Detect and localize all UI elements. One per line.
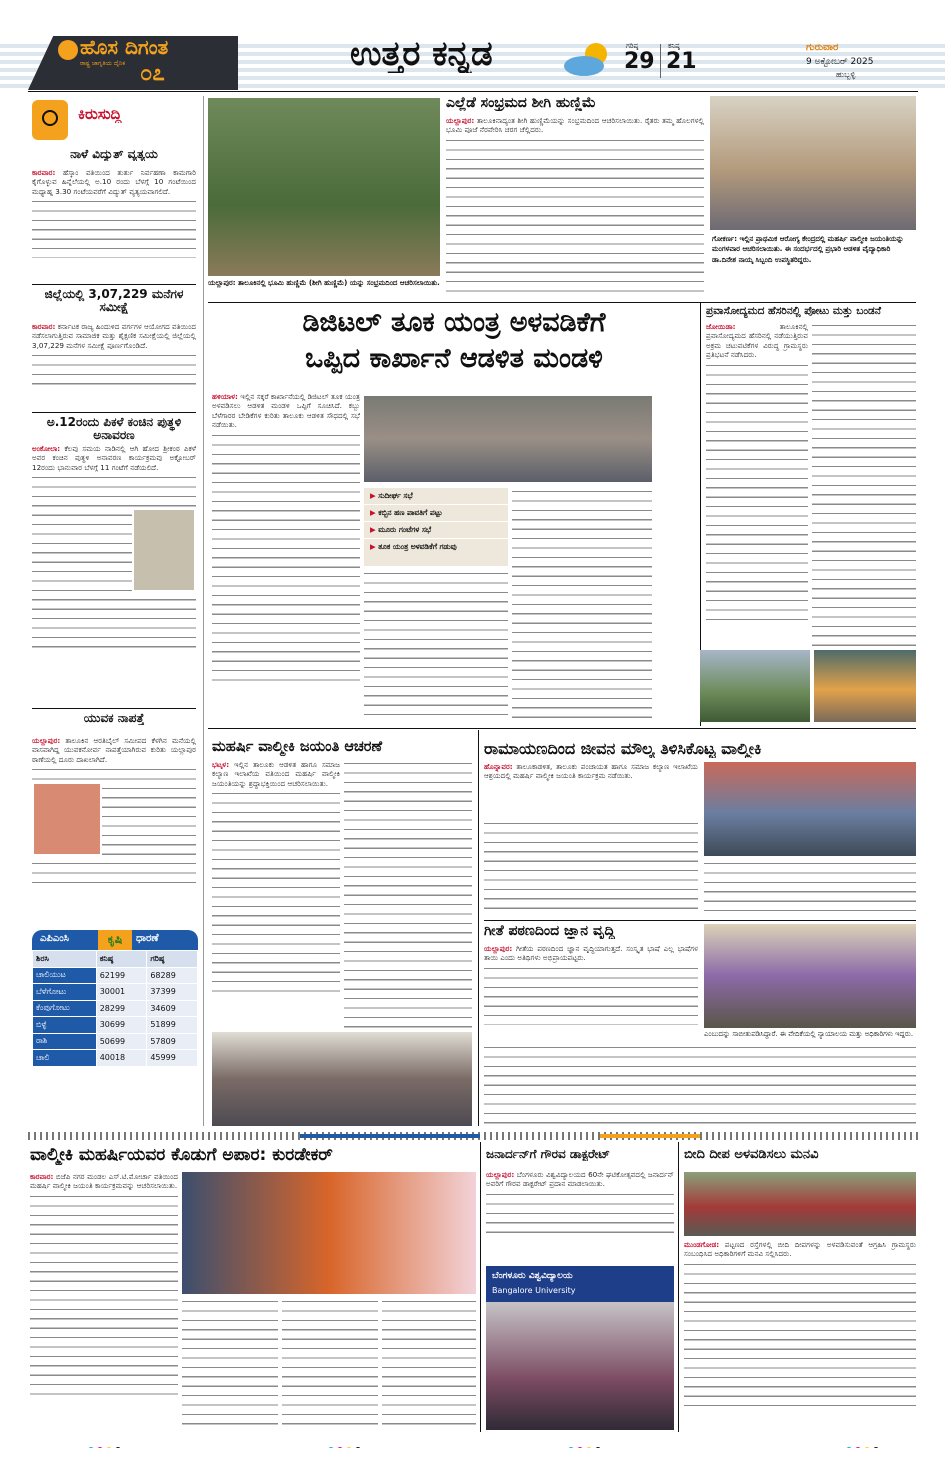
story7-col3: [282, 1298, 378, 1428]
day-label: ಗುರುವಾರ: [806, 42, 839, 53]
brief4-photo: [32, 782, 102, 856]
story9-text: ಪಟ್ಟಣದ ರಸ್ತೆಗಳಲ್ಲಿ ಬೀದಿ ದೀಪಗಳನ್ನು ಅಳವಡಿಸುವಂತೆ ಆಗ್ರಹಿಸಿ ಗ್ರಾಮಸ್ಥರು ಸಂಬಂಧಿಸಿದ ಅಧಿಕಾರಿಗಳಿಗೆ ಮನವಿ ಸಲ್ಲಿಸಿದರು.: [684, 1240, 916, 1259]
story6-body: [484, 944, 698, 1040]
kirusuddi-label: ಕಿರುಸುದ್ದಿ: [78, 106, 122, 123]
apmc-cell: 57809: [147, 1033, 198, 1050]
story5-filler-b: [704, 860, 916, 916]
story3-col2: [812, 322, 916, 646]
story1-photo: [208, 98, 440, 276]
story4-col2: [344, 760, 472, 1028]
print-registration-marks: [88, 1438, 148, 1448]
divider: [32, 284, 196, 285]
max-temp-label: ಗರಿಷ್ಠ: [626, 42, 639, 50]
brief3-title: ಅ.12ರಂದು ಪಿಕಳೆ ಕಂಚಿನ ಪುತ್ಥಳಿ ಅನಾವರಣ: [46, 416, 182, 443]
story7-title: ವಾಲ್ಮೀಕಿ ಮಹರ್ಷಿಯವರ ಕೊಡುಗೆ ಅಪಾರ: ಕುರಡೇಕರ್: [30, 1146, 333, 1165]
story4-title: ಮಹರ್ಷಿ ವಾಲ್ಮೀಕಿ ಜಯಂತಿ ಆಚರಣೆ: [212, 740, 383, 755]
brief3-text: ಕೆಲವು ಸಮಯ ನಾಡಿನಲ್ಲಿ ಆಗಿ ಹೋದ ಶ್ರೀಕಂಠ ಪಿಕಳೆ ಅವರ ಕಂಚಿನ ಪುತ್ಥಳಿ ಅನಾವರಣ ಕಾರ್ಯಕ್ರಮವು ಅಕ್ಟೋಬರ್ 12ರಂದು ಭಾನುವಾರ ಬೆಳಗ್ಗೆ 11 ಗಂಟೆಗೆ ನಡೆಯಲಿದೆ.: [32, 444, 196, 472]
apmc-title-c: ಧಾರಣೆ: [136, 933, 159, 944]
min-temp-label: ಕನಿಷ್ಠ: [668, 42, 680, 50]
brief4-title: ಯುವಕ ನಾಪತ್ತೆ: [83, 712, 145, 725]
logo-text: ಹೊಸ ದಿಗಂತ: [80, 36, 169, 58]
story1-body: [446, 116, 704, 300]
mid-row-rule: [208, 728, 916, 729]
logo-emblem: [58, 40, 78, 60]
top-row-rule: [208, 302, 916, 303]
bottom-accent-blue: [300, 1134, 480, 1138]
story6-filler-b: [484, 1044, 916, 1126]
weather-icon: [560, 38, 616, 78]
brief2-text: ಕರ್ನಾಟಕ ರಾಜ್ಯ ಹಿಂದುಳಿದ ವರ್ಗಗಳ ಆಯೋಗದ ವತಿಯಿಂದ ನಡೆಸಲಾಗುತ್ತಿರುವ ಸಾಮಾಜಿಕ ಮತ್ತು ಶೈಕ್ಷಣಿಕ ಸಮೀಕ್ಷೆಯಲ್ಲಿ ಜಿಲ್ಲೆಯಲ್ಲಿ 3,07,229 ಮನೆಗಳ ಸಮೀಕ್ಷೆ ಪೂರ್ಣಗೊಂಡಿದೆ.: [32, 322, 196, 350]
city-label: ಹುಬ್ಬಳ್ಳಿ: [836, 70, 856, 79]
story4-text: ಇಲ್ಲಿನ ತಾಲೂಕು ಆಡಳಿತ ಹಾಗೂ ಸಮಾಜ ಕಲ್ಯಾಣ ಇಲಾಖೆಯ ವತಿಯಿಂದ ಮಹರ್ಷಿ ವಾಲ್ಮೀಕಿ ಜಯಂತಿಯನ್ನು ಶ್ರದ್ಧಾಭಕ್ತಿಯಿಂದ ಆಚರಿಸಲಾಯಿತು.: [212, 760, 340, 788]
story6-photo: [704, 924, 916, 1028]
story7-col4: [382, 1298, 476, 1428]
story1-caption: ಯಲ್ಲಾಪುರ: ತಾಲೂಕಿನಲ್ಲಿ ಭೂಮಿ ಹುಣ್ಣಿಮೆ (ಶೀಗಿ ಹುಣ್ಣಿಮೆ) ಯನ್ನು ಸಂಭ್ರಮದಿಂದ ಆಚರಿಸಲಾಯಿತು.: [208, 279, 440, 287]
temp-divider: [660, 44, 661, 78]
point-text: ಸುದೀರ್ಘ ಸಭೆ: [378, 491, 413, 500]
brief1-dateline: ಕಾರವಾರ:: [32, 168, 56, 177]
story8-banner-en: Bangalore University: [492, 1286, 576, 1295]
apmc-head-row: [33, 951, 198, 968]
masthead: [0, 0, 945, 92]
story1-title: ಎಲ್ಲೆಡೆ ಸಂಭ್ರಮದ ಶೀಗಿ ಹುಣ್ಣಿಮೆ: [446, 96, 596, 111]
apmc-cell: ಕೆಂಪುಗೋಟು: [33, 1000, 97, 1017]
apmc-cell: ಬೆಳೆಗೋಟು: [33, 984, 97, 1001]
logo-tagline: ರಾಷ್ಟ್ರ ಜಾಗೃತಿಯ ದೈನಿಕ: [80, 60, 126, 67]
brief2-filler: [32, 352, 196, 388]
left-column: [28, 96, 200, 1126]
max-temp: 29: [624, 50, 655, 74]
story9-title: ಬೀದಿ ದೀಪ ಅಳವಡಿಸಲು ಮನವಿ: [684, 1148, 819, 1162]
brief2-title: ಜಿಲ್ಲೆಯಲ್ಲಿ 3,07,229 ಮನೆಗಳ ಸಮೀಕ್ಷೆ: [44, 288, 184, 315]
story2-photo: [364, 396, 652, 482]
story3-dateline: ಜೋಯಿಡಾ:: [706, 322, 736, 331]
apmc-head-cell: ಗರಿಷ್ಠ: [147, 951, 198, 968]
photo2: [710, 96, 916, 230]
story8-banner: ಬೆಂಗಳೂರು ವಿಶ್ವವಿದ್ಯಾಲಯ: [492, 1272, 573, 1281]
story4-photo: [212, 1032, 472, 1126]
story9-photo: [684, 1172, 916, 1236]
story9-body: [684, 1240, 916, 1428]
story8-title: ಜನಾರ್ದನ್‌ಗೆ ಗೌರವ ಡಾಕ್ಟರೇಟ್: [486, 1148, 611, 1161]
photo2-caption: ಗೋಕರ್ಣ: ಇಲ್ಲಿನ ಪ್ರಾಥಮಿಕ ಆರೋಗ್ಯ ಕೇಂದ್ರದಲ್ಲಿ ಮಹರ್ಷಿ ವಾಲ್ಮೀಕಿ ಜಯಂತಿಯನ್ನು ಮಂಗಳವಾರ ಆಚರಿಸಲಾಯಿತು. ಈ ಸಂದರ್ಭದಲ್ಲಿ ಪ್ರಭಾರಿ ಆಡಳಿತ ವೈದ್ಯಾಧಿಕಾರಿ ಡಾ.ದಿನೇಶ ನಾಯ್ಕ ಸಿಬ್ಬಂದಿ ಉಪಸ್ಥಿತರಿದ್ದರು.: [712, 235, 904, 264]
apmc-cell: 30001: [96, 984, 147, 1001]
point-item: ▶ ತೂಕ ಯಂತ್ರ ಅಳವಡಿಕೆಗೆ ಗಡುವು: [370, 542, 457, 551]
apmc-table: [32, 930, 198, 1120]
apmc-cell: 50699: [96, 1033, 147, 1050]
apmc-cell: 45999: [147, 1050, 198, 1067]
story2-col2: [364, 570, 508, 720]
story6-filler: [484, 965, 698, 1025]
story6-title: ಗೀತೆ ಪಠಣದಿಂದ ಜ್ಞಾನ ವೃದ್ಧಿ: [484, 924, 615, 939]
story5-rule: [484, 920, 916, 921]
apmc-cell: ರಾಶಿ: [33, 1033, 97, 1050]
story2-title-line1: ಡಿಜಿಟಲ್ ತೂಕ ಯಂತ್ರ ಅಳವಡಿಕೆಗೆ: [302, 307, 606, 338]
story8-text: ಬೆಂಗಳೂರು ವಿಶ್ವವಿದ್ಯಾಲಯದ 60ನೇ ಘಟಿಕೋತ್ಸವದಲ್ಲಿ ಜನಾರ್ದನ್ ಅವರಿಗೆ ಗೌರವ ಡಾಕ್ಟರೇಟ್ ಪ್ರದಾನ ಮಾಡಲಾಯಿತು.: [486, 1170, 674, 1189]
brief3-photo: [132, 508, 196, 592]
apmc-cell: 40018: [96, 1050, 147, 1067]
brief3-dateline: ಅಂಕೋಲಾ:: [32, 444, 61, 453]
story5-filler-a: [484, 820, 698, 916]
apmc-row: [33, 1033, 198, 1050]
story8-rule: [678, 1142, 679, 1432]
section-title: ಉತ್ತರ ಕನ್ನಡ: [350, 36, 493, 74]
apmc-grid: [32, 950, 198, 1067]
divider: [32, 412, 196, 413]
story7-filler: [30, 1193, 178, 1403]
story2-text: ಇಲ್ಲಿನ ಸಕ್ಕರೆ ಕಾರ್ಖಾನೆಯಲ್ಲಿ ಡಿಜಿಟಲ್ ತೂಕ ಯಂತ್ರ ಅಳವಡಿಸಲು ಆಡಳಿತ ಮಂಡಳಿ ಒಪ್ಪಿಗೆ ಸೂಚಿಸಿದೆ. ಕಬ್ಬು ಬೆಳೆಗಾರರ ಬೇಡಿಕೆಗಳ ಕುರಿತು ತಾಲೂಕು ಆಡಳಿತ ಸೌಧದಲ್ಲಿ ಸಭೆ ನಡೆಯಿತು.: [212, 392, 360, 430]
page-number: ೦೭: [140, 62, 165, 86]
apmc-row: [33, 967, 198, 984]
kirusuddi-icon: [42, 110, 58, 126]
point-text: ತೂಕ ಯಂತ್ರ ಅಳವಡಿಕೆಗೆ ಗಡುವು: [378, 542, 457, 551]
point-text: ಕಬ್ಬಿನ ಹಣ ಪಾವತಿಗೆ ಪಟ್ಟು: [378, 508, 443, 517]
brief4-text: ತಾಲೂಕಿನ ಆರತಿಬೈಲ್ ಸಮೀಪದ ಕೆಳಗಿನ ಮನೆಯಲ್ಲಿ ವಾಸವಾಗಿದ್ದ ಯುವಕನೋರ್ವ ನಾಪತ್ತೆಯಾಗಿರುವ ಕುರಿತು ಯಲ್ಲಾಪುರ ಠಾಣೆಯಲ್ಲಿ ದೂರು ದಾಖಲಾಗಿದೆ.: [32, 736, 196, 764]
story6-dateline: ಯಲ್ಲಾಪುರ:: [484, 944, 513, 953]
brief1-body: [32, 168, 196, 280]
story5-text: ತಾಲೂಕಾಡಳಿತ, ತಾಲೂಕು ಪಂಚಾಯತ ಹಾಗೂ ಸಮಾಜ ಕಲ್ಯಾಣ ಇಲಾಖೆಯ ಆಶ್ರಯದಲ್ಲಿ ಮಹರ್ಷಿ ವಾಲ್ಮೀಕಿ ಜಯಂತಿ ಕಾರ್ಯಕ್ರಮ ನಡೆಯಿತು.: [484, 762, 698, 781]
point-item: ▶ ಸುದೀರ್ಘ ಸಭೆ: [364, 488, 508, 505]
story2-points: [364, 488, 508, 566]
story2-title-line2: ಒಪ್ಪಿದ ಕಾರ್ಖಾನೆ ಆಡಳಿತ ಮಂಡಳಿ: [305, 343, 603, 374]
story5-title: ರಾಮಾಯಣದಿಂದ ಜೀವನ ಮೌಲ್ಯ ತಿಳಿಸಿಕೊಟ್ಟ ವಾಲ್ಮೀಕಿ: [484, 740, 762, 758]
story1-dateline: ಯಲ್ಲಾಪುರ:: [446, 116, 475, 125]
story2-dateline: ಹಳಿಯಾಳ:: [212, 392, 238, 401]
apmc-head-cell: ಕನಿಷ್ಠ: [96, 951, 147, 968]
brief1-text: ಹೆಸ್ಕಾಂ ವತಿಯಿಂದ ತುರ್ತು ನಿರ್ವಹಣಾ ಕಾಮಗಾರಿ ಕೈಗೊಳ್ಳುವ ಹಿನ್ನೆಲೆಯಲ್ಲಿ ಅ.10 ರಂದು ಬೆಳಗ್ಗೆ 10 ಗಂಟೆಯಿಂದ ಮಧ್ಯಾಹ್ನ 3.30 ಗಂಟೆಯವರೆಗೆ ವಿದ್ಯುತ್ ವ್ಯತ್ಯಯವಾಗಲಿದೆ.: [32, 168, 196, 196]
story3-filler: [706, 362, 808, 622]
story7-dateline: ಕಾರವಾರ:: [30, 1172, 54, 1181]
story7-body: [30, 1172, 178, 1428]
story7-col2: [182, 1298, 278, 1428]
story4-body: [212, 760, 340, 1028]
apmc-row: [33, 984, 198, 1001]
divider: [32, 708, 196, 709]
brief2-body: [32, 322, 196, 408]
story5-dateline: ಹೊನ್ನಾವರ:: [484, 762, 513, 771]
brief1-title: ನಾಳೆ ವಿದ್ಯುತ್ ವ್ಯತ್ಯಯ: [70, 148, 158, 161]
story3-text: ತಾಲೂಕಿನಲ್ಲಿ ಪ್ರವಾಸೋದ್ಯಮದ ಹೆಸರಿನಲ್ಲಿ ನಡೆಯುತ್ತಿರುವ ಅಕ್ರಮ ಚಟುವಟಿಕೆಗಳ ವಿರುದ್ಧ ಗ್ರಾಮಸ್ಥರು ಪ್ರತಿಭಟನೆ ನಡೆಸಿದರು.: [706, 322, 808, 360]
story6-text: ಗೀತೆಯ ಪಠಣದಿಂದ ಜ್ಞಾನ ವೃದ್ಧಿಯಾಗುತ್ತದೆ. ಸಂಸ್ಕೃತ ಭಾಷೆ ಎಲ್ಲ ಭಾಷೆಗಳ ತಾಯಿ ಎಂದು ಅತಿಥಿಗಳು ಅಭಿಪ್ರಾಯಪಟ್ಟರು.: [484, 944, 698, 963]
apmc-row: [33, 1000, 198, 1017]
story2-filler: [212, 432, 360, 682]
min-temp: 21: [666, 50, 697, 74]
apmc-cell: ಚಾಲಿಯುಟ: [33, 967, 97, 984]
story8-body: [486, 1170, 674, 1262]
story4-filler: [212, 790, 340, 1000]
story3-body: [706, 322, 808, 646]
apmc-cell: ಚಾಲಿ: [33, 1050, 97, 1067]
apmc-cell: 68289: [147, 967, 198, 984]
apmc-cell: 51899: [147, 1017, 198, 1034]
apmc-cell: 30699: [96, 1017, 147, 1034]
brief4-dateline: ಯಲ್ಲಾಪುರ:: [32, 736, 61, 745]
story2-col3: [512, 488, 652, 720]
story8-filler: [486, 1191, 674, 1241]
story5-photo: [704, 762, 916, 856]
print-registration-marks: [328, 1438, 388, 1448]
story1-text: ತಾಲೂಕಿನಾದ್ಯಂತ ಶೀಗಿ ಹುಣ್ಣಿಮೆಯನ್ನು ಸಂಭ್ರಮದಿಂದ ಆಚರಿಸಲಾಯಿತು. ರೈತರು ತಮ್ಮ ಹೊಲಗಳಲ್ಲಿ ಭೂಮಿ ಪೂಜೆ ನೆರವೇರಿಸಿ ಚರಗ ಚೆಲ್ಲಿದರು.: [446, 116, 704, 135]
apmc-cell: 34609: [147, 1000, 198, 1017]
apmc-title-a: ಎಪಿಎಂಸಿ: [40, 933, 69, 944]
brief2-dateline: ಕಾರವಾರ:: [32, 322, 56, 331]
point-text: ಮೂರು ಗಂಟೆಗಳ ಸಭೆ: [378, 525, 432, 534]
point-item: ▶ ಮೂರು ಗಂಟೆಗಳ ಸಭೆ: [364, 522, 508, 539]
story3-photo-left: [700, 650, 810, 722]
apmc-title-b: ಕೃಷಿ: [98, 930, 132, 950]
bottom-accent-orange: [600, 1134, 700, 1138]
column-rule: [203, 96, 204, 1126]
point-item: ▶ ಕಬ್ಬಿನ ಹಣ ಪಾವತಿಗೆ ಪಟ್ಟು: [364, 505, 508, 522]
story7-text: ಬಿಜೆಪಿ ನಗರ ಮಂಡಲ ಎಸ್.ಟಿ.ಮೋರ್ಚಾ ವತಿಯಿಂದ ಮಹರ್ಷಿ ವಾಲ್ಮೀಕಿ ಜಯಂತಿ ಕಾರ್ಯಕ್ರಮವನ್ನು ಆಚರಿಸಲಾಯಿತು.: [30, 1172, 178, 1191]
cloud-shape: [564, 56, 604, 76]
story8-dateline: ಯಲ್ಲಾಪುರ:: [486, 1170, 515, 1179]
story3-photo-right: [814, 650, 916, 722]
story9-filler: [684, 1261, 916, 1411]
story6-caption: ಎಂಬುದನ್ನು ಸಾಬೀತುಪಡಿಸಿದ್ದಾರೆ. ಈ ವೇದಿಕೆಯಲ್ಲಿ ನ್ಯಾಯಾಲಯ ಮತ್ತು ಅಧಿಕಾರಿಗಳು ಇದ್ದರು.: [704, 1030, 914, 1038]
apmc-cell: 37399: [147, 984, 198, 1001]
print-registration-marks: [846, 1438, 906, 1448]
apmc-cell: 62199: [96, 967, 147, 984]
story7-rule: [480, 1142, 481, 1432]
date-label: 9 ಅಕ್ಟೋಬರ್ 2025: [806, 57, 874, 67]
apmc-cell: 28299: [96, 1000, 147, 1017]
story7-photo: [182, 1172, 476, 1294]
masthead-rule: [28, 91, 918, 92]
print-registration-marks: [568, 1438, 628, 1448]
story1-filler: [446, 137, 704, 297]
story3-title: ಪ್ರವಾಸೋದ್ಯಮದ ಹೆಸರಿನಲ್ಲಿ ಪೋಟು ಮತ್ತು ಬಂಡನೆ: [706, 306, 882, 317]
apmc-cell: ಬಿಳ್ಳೆ: [33, 1017, 97, 1034]
apmc-row: [33, 1017, 198, 1034]
story4-rule: [478, 730, 479, 1126]
story9-dateline: ಮುಂಡಗೋಡ:: [684, 1240, 720, 1249]
brief1-filler: [32, 198, 196, 258]
apmc-head-cell: ಶಿರಸಿ: [33, 951, 97, 968]
story4-dateline: ಭಟ್ಕಳ:: [212, 760, 230, 769]
apmc-row: [33, 1050, 198, 1067]
story2-col1: [212, 392, 360, 720]
story5-body: [484, 762, 698, 818]
